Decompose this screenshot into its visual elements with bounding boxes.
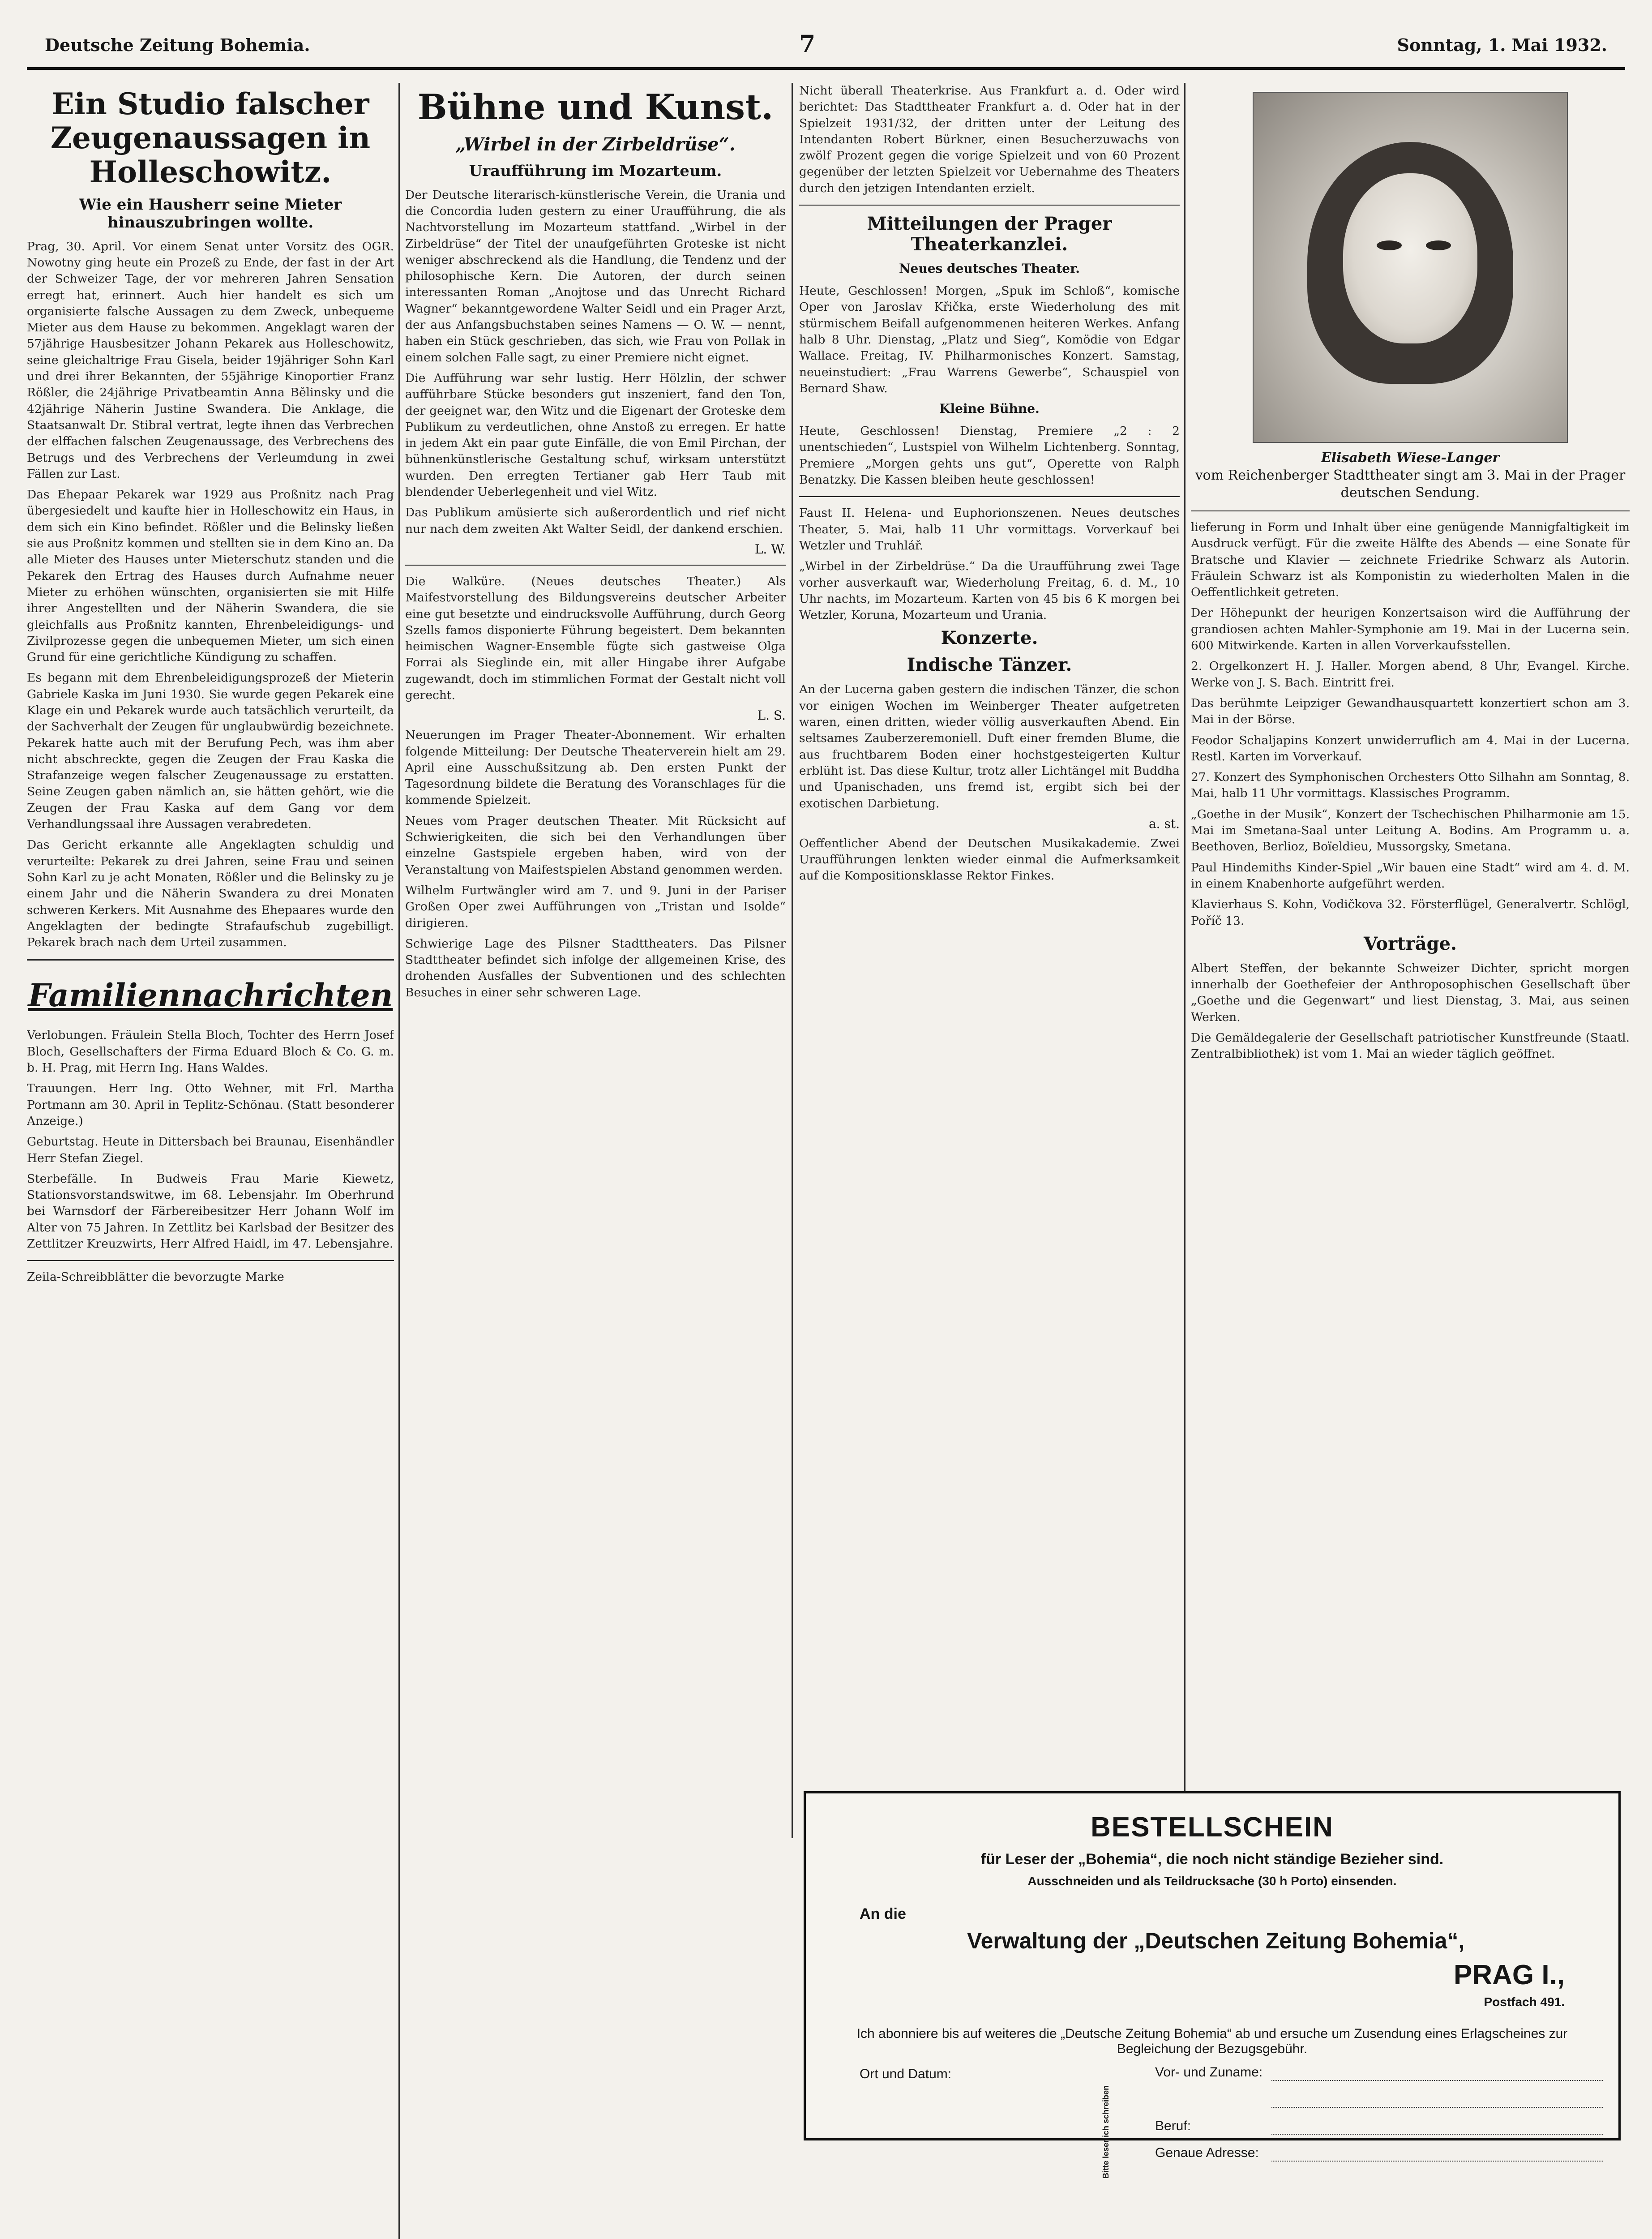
author-initials: L. W. — [754, 541, 786, 557]
article-paragraph: Das Gericht erkannte alle Angeklagten schuldig und verurteilte: Pekarek zu drei Jahren, seine Frau und seinen Sohn Karl zu je acht Monaten, Rößler und die Belinsky zu je einem Jahr und die Näherin Swandera zu drei Monaten schweren Kerkers. Mit Ausnahme des Ehepaares wurde den Angeklagten der bedingte Strafaufschub zugebilligt. Pekarek brach nach dem Urteil zusammen. — [27, 838, 394, 950]
article-paragraph: „Wirbel in der Zirbeldrüse.“ Da die Uraufführung zwei Tage vorher ausverkauft war, Wiederholung Freitag, 6. d. M., 10 Uhr nachts, im Mozarteum. Karten von 45 bis 6 K morgen bei Wetzler, Koruna, Mozarteum und Urania. — [799, 559, 1180, 622]
name-field-label: Vor- und Zuname: — [1155, 2065, 1263, 2080]
article-paragraph: lieferung in Form und Inhalt über eine genügende Mannigfaltigkeit im Ausdruck verfügt. Für die zweite Hälfte des Abends — eine Sonate für Bratsche und Klavier — zeichnete Friedrike Schwarz als Autorin. Fräulein Schwarz ist als Komponistin zu wiederholten Malen in die Oeffentlichkeit getreten. — [1191, 520, 1630, 600]
column-divider — [1184, 83, 1186, 1838]
article-paragraph: Faust II. Helena- und Euphorionszenen. Neues deutsches Theater, 5. Mai, halb 11 Uhr vormittags. Vorverkauf bei Wetzler und Truhlář. — [799, 506, 1180, 553]
article-paragraph: Oeffentlicher Abend der Deutschen Musikakademie. Zwei Uraufführungen lenkten wieder einmal die Aufmerksamkeit auf die Kompositionsklasse Rektor Finkes. — [799, 836, 1180, 883]
section-title: Konzerte. — [941, 627, 1038, 649]
section-rule — [27, 1260, 394, 1261]
article-paragraph: Schwierige Lage des Pilsner Stadttheaters. Das Pilsner Stadttheater befindet sich infolge der allgemeinen Krise, des drohenden Ausfalles der Subventionen und des schlechten Besuches in einer sehr schweren Lage. — [405, 936, 786, 999]
section-subtitle: Kleine Bühne. — [939, 401, 1040, 416]
article-paragraph: Nicht überall Theaterkrise. Aus Frankfurt a. d. Oder wird berichtet: Das Stadttheater Frankfurt a. d. Oder hat in der Spielzeit 1931/32, der dritten unter der Leitung des Intendanten Robert Bürkner, einen Besucherzuwachs von zwölf Prozent gegen die vorige Spielzeit und von 60 Prozent gegenüber der letzten Spielzeit vor Uebernahme des Theaters durch den jetzigen Intendanten erzielt. — [799, 84, 1180, 195]
order-form-subtitle: für Leser der „Bohemia“, die noch nicht ständige Bezieher sind. — [980, 1851, 1444, 1868]
header-rule — [27, 67, 1625, 70]
place-date-field[interactable]: Ort und Datum: — [860, 2067, 952, 2081]
legibility-note: Bitte leserlich schreiben — [1101, 2085, 1110, 2179]
column-4 — [1191, 83, 1630, 1838]
family-news-title: Familiennachrichten — [28, 977, 393, 1014]
article-paragraph: Das Publikum amüsierte sich außerordentlich und rief nicht nur nach dem zweiten Akt Walter Seidl, der dankend erschien. — [405, 506, 786, 536]
name-field[interactable] — [1155, 2062, 1603, 2089]
order-form-instruction: Ausschneiden und als Teildrucksache (30 h Porto) einsenden. — [1027, 1874, 1397, 1888]
article-paragraph: 2. Orgelkonzert H. J. Haller. Morgen abend, 8 Uhr, Evangel. Kirche. Werke von J. S. Bach. Eintritt frei. — [1191, 659, 1630, 690]
article-paragraph: Es begann mit dem Ehrenbeleidigungsprozeß der Mieterin Gabriele Kaska im Juni 1930. Sie wurde gegen Pekarek eine Klage ein und Pekarek wurde auch tatsächlich verurteilt, da der Sachverhalt der Zeugen für unglaubwürdig bezeichnete. Pekarek hatte auch mit der Berufung Pech, was ihm aber nicht abschreckte, gegen die Zeugen der Frau Kaska die Strafanzeige wegen falscher Zeugenaussage zu erstatten. Seine Zeugen gaben nämlich an, sie hätten gehört, wie die Zeugen der Frau Kaska auf dem Gang vor dem Verhandlungssaal ihre Aussagen verabredeten. — [27, 671, 394, 832]
article-paragraph: Die Gemäldegalerie der Gesellschaft patriotischer Kunstfreunde (Staatl. Zentralbibliothek) ist vom 1. Mai an wieder täglich geöffnet. — [1191, 1031, 1630, 1061]
article-paragraph: Das Ehepaar Pekarek war 1929 aus Proßnitz nach Prag übergesiedelt und kaufte hier in Holleschowitz ein Haus, in dem sich ein Kino befindet. Rößler und die Belinsky ließen sie aus Proßnitz kommen und stellten sie in dem Kino an. Da alle Mieter des Hauses unter Mieterschutz standen und die Pekarek den Ertrag des Hauses durch Aufnahme neuer Mieter zu erhöhen wünschten, organisierten sie mit Hilfe ihrer Angestellten und der Näherin Swandera, die sie gleichfalls aus Proßnitz kannten, Ehrenbeleidigungs- und Zivilprozesse gegen die unbequemen Mieter, um sich einen Grund für eine gerichtliche Kündigung zu schaffen. — [27, 488, 394, 665]
article-paragraph: Der Höhepunkt der heurigen Konzertsaison wird die Aufführung der grandiosen achten Mahler-Symphonie am 19. Mai in der Lucerna sein. 600 Mitwirkende. Karten in allen Vorverkaufsstellen. — [1191, 606, 1630, 653]
article-subhead: Uraufführung im Mozarteum. — [469, 162, 722, 180]
section-title: Bühne und Kunst. — [417, 87, 774, 128]
author-initials: L. S. — [757, 708, 786, 723]
section-rule — [405, 565, 786, 566]
family-notice: Geburtstag. Heute in Dittersbach bei Braunau, Eisenhändler Herr Stefan Ziegel. — [27, 1135, 394, 1165]
occupation-field-label: Beruf: — [1155, 2119, 1191, 2133]
column-divider — [398, 83, 400, 2239]
article-paragraph: Paul Hindemiths Kinder-Spiel „Wir bauen eine Stadt“ wird am 4. d. M. in einem Knabenhorte aufgeführt werden. — [1191, 860, 1630, 891]
article-headline: Ein Studio falscher Zeugenaussagen in Holleschowitz. — [50, 86, 371, 189]
order-form-title: BESTELLSCHEIN — [1091, 1812, 1334, 1843]
article-headline: Indische Tänzer. — [907, 654, 1072, 676]
section-title: Vorträge. — [1364, 933, 1457, 954]
article-paragraph: Albert Steffen, der bekannte Schweizer Dichter, spricht morgen innerhalb der Goethefeier der Anthroposophischen Gesellschaft über „Goethe und die Gegenwart“ und liest Dienstag, 3. Mai, aus seinen Werken. — [1191, 961, 1630, 1024]
article-paragraph: Prag, 30. April. Vor einem Senat unter Vorsitz des OGR. Nowotny ging heute ein Prozeß zu Ende, der fast in der Art der Schweizer Tage, der vor mehreren Jahren Sensation erregt hat, erinnert. Auch hier handelt es sich um organisierte falsche Aussagen zu dem Zweck, unbequeme Mieter aus dem Hause zu bekommen. Angeklagt waren der 57jährige Hausbesitzer Johann Pekarek aus Holleschowitz, seine gleichaltrige Frau Gisela, beider 19jähriger Sohn Karl und drei ihrer Bekannten, der 55jährige Kinoportier Franz Rößler, die 24jährige Privatbeamtin Anna Bělinsky und die 42jährige Näherin Justine Swandera. Die Anklage, die Staatsanwalt Dr. Stibral vertrat, legte ihnen das Verbrechen der elffachen falschen Zeugenaussage, des Verbrechens des Betrugs und des Verbrechens der Verleumdung in zwei Fällen zur Last. — [27, 239, 394, 481]
family-notice: Trauungen. Herr Ing. Otto Wehner, mit Frl. Martha Portmann am 30. April in Teplitz-Schönau. (Statt besonderer Anzeige.) — [27, 1081, 394, 1128]
addressee-name: Verwaltung der „Deutschen Zeitung Bohemia“, — [967, 1928, 1465, 1953]
article-paragraph: Heute, Geschlossen! Morgen, „Spuk im Schloß“, komische Oper von Jaroslav Křička, erste Wiederholung des mit stürmischem Beifall aufgenommenen heiteren Werkes. Anfang halb 8 Uhr. Dienstag, „Platz und Sieg“, Komödie von Edgar Wallace. Freitag, IV. Philharmonisches Konzert. Samstag, neueinstudiert: „Frau Warrens Gewerbe“, Schauspiel von Bernard Shaw. — [799, 284, 1180, 395]
occupation-field[interactable] — [1155, 2116, 1603, 2143]
article-paragraph: Wilhelm Furtwängler wird am 7. und 9. Juni in der Pariser Großen Oper zwei Aufführungen von „Tristan und Isolde“ dirigieren. — [405, 883, 786, 930]
section-rule — [1191, 510, 1630, 511]
article-paragraph: Heute, Geschlossen! Dienstag, Premiere „2 : 2 unentschieden“, Lustspiel von Wilhelm Lichtenberg. Sonntag, Premiere „Morgen gehts uns gut“, Operette von Ralph Benatzky. Die Kassen bleiben heute geschlossen! — [799, 424, 1180, 487]
subscription-text: Ich abonniere bis auf weiteres die „Deutsche Zeitung Bohemia“ ab und ersuche um Zusendung eines Erlagscheines zur Begleichung der Bezugsgebühr. — [856, 2026, 1568, 2056]
section-title: Mitteilungen der Prager Theaterkanzlei. — [867, 213, 1112, 255]
article-paragraph: Das berühmte Leipziger Gewandhausquartett konzertiert schon am 3. Mai in der Börse. — [1191, 696, 1630, 727]
article-paragraph: 27. Konzert des Symphonischen Orchesters Otto Silhahn am Sonntag, 8. Mai, halb 11 Uhr vormittags. Klassisches Programm. — [1191, 770, 1630, 801]
article-subhead: Wie ein Hausherr seine Mieter hinauszubringen wollte. — [79, 195, 342, 232]
article-paragraph: Klavierhaus S. Kohn, Vodičkova 32. Försterflügel, Generalvertr. Schlögl, Poříč 13. — [1191, 897, 1630, 928]
advertisement-line: Zeila-Schreibblätter die bevorzugte Marke — [27, 1270, 284, 1284]
article-paragraph: Der Deutsche literarisch-künstlerische Verein, die Urania und die Concordia luden gestern zu einer Uraufführung, die als Nachtvorstellung im Mozarteum stattfand. „Wirbel in der Zirbeldrüse“ der Titel der unaufgeführten Groteske ist nicht weniger abschreckend als die Handlung, die Tendenz und der philosophische Kern. Die Autoren, der durch seinen interessanten Roman „Anojtose und das Unrecht Richard Wagner“ bekanntgewordene Walter Seidl und ein Prager Arzt, der aus Anfangsbuchstaben seines Namens — O. W. — nennt, haben ein Stück geschrieben, das sich, wie Frau von Pollak in einem solchen Falle sagt, zu einer Premiere nicht eignet. — [405, 188, 786, 365]
article-paragraph: Neuerungen im Prager Theater-Abonnement. Wir erhalten folgende Mitteilung: Der Deutsche Theaterverein hielt am 29. April eine Ausschußsitzung ab. Den ersten Punkt der Tagesordnung bildete die Beratung des Voranschlages für die kommende Spielzeit. — [405, 728, 786, 807]
addressee-postbox: Postfach 491. — [1484, 1995, 1565, 2009]
article-paragraph: Die Aufführung war sehr lustig. Herr Hölzlin, der schwer aufführbare Stücke besonders gut inszeniert, fand den Ton, der geeignet war, den Witz und die Eigenart der Groteske dem Publikum zu verdeutlichen, ohne Anstoß zu erregen. Er hatte in jedem Akt ein paar gute Einfälle, die von Emil Pirchan, der bühnenkünstlerische Gestaltung schuf, wirksam unterstützt wurden. Den erregten Tertianer gab Herr Taub mit blendender Ueberlegenheit und viel Witz. — [405, 371, 786, 499]
address-fields — [1155, 2062, 1603, 2170]
article-paragraph: Neues vom Prager deutschen Theater. Mit Rücksicht auf Schwierigkeiten, die sich bei den Verhandlungen über einzelne Gastspiele ergeben haben, wird von der Veranstaltung von Maifestspielen Abstand genommen werden. — [405, 814, 786, 877]
caption-name: Elisabeth Wiese-Langer — [1321, 450, 1500, 466]
family-notice: Verlobungen. Fräulein Stella Bloch, Tochter des Herrn Josef Bloch, Gesellschafters der Firma Eduard Bloch & Co. G. m. b. H. Prag, mit Herrn Ing. Hans Waldes. — [27, 1028, 394, 1075]
article-paragraph: An der Lucerna gaben gestern die indischen Tänzer, die schon vor einigen Wochen im Weinberger Theater aufgetreten waren, einen dritten, wieder völlig ausverkauften Abend. Ein seltsames Zauberzeremoniell. Duft einer fremden Blume, die aus fruchtbarem Boden einer hochstgesteigerten Kultur erblüht ist. Das diese Kultur, trotz aller Lichtängel mit Buddha und Upanischaden, uns fremd ist, ergibt sich bei der exotischen Darbietung. — [799, 682, 1180, 811]
addressee-city: PRAG I., — [1453, 1960, 1565, 1990]
portrait-photo — [1253, 92, 1568, 443]
section-rule — [799, 205, 1180, 206]
column-divider — [792, 83, 793, 1838]
section-rule — [799, 496, 1180, 497]
section-subtitle: Neues deutsches Theater. — [899, 261, 1080, 276]
address-field-label: Genaue Adresse: — [1155, 2145, 1259, 2160]
article-paragraph: Feodor Schaljapins Konzert unwiderruflich am 4. Mai in der Lucerna. Restl. Karten im Vorverkauf. — [1191, 733, 1630, 763]
address-field[interactable] — [1155, 2143, 1603, 2170]
page-number: 7 — [799, 30, 816, 58]
page-header — [27, 27, 1625, 63]
column-3 — [799, 83, 1180, 1838]
section-rule — [27, 959, 394, 961]
newspaper-name: Deutsche Zeitung Bohemia. — [45, 35, 310, 55]
family-notice: Sterbefälle. In Budweis Frau Marie Kiewetz, Stationsvorstandswitwe, im 68. Lebensjahr. Im Oberhrund bei Warnsdorf der Färbereibesitzer Herr Johann Wolf im Alter von 75 Jahren. In Zettlitz bei Karlsbad der Besitzer des Zettlitzer Kreuzwirts, Herr Alfred Haidl, im 47. Lebensjahre. — [27, 1171, 394, 1251]
photo-caption — [1191, 449, 1630, 502]
column-1 — [27, 83, 394, 2239]
article-paragraph: Die Walküre. (Neues deutsches Theater.) Als Maifestvorstellung des Bildungsvereins deutscher Arbeiter eine gut besetzte und eindrucksvolle Aufführung, durch Georg Szells famos disponierte Führung begeistert. Dem bekannten heimischen Wagner-Ensemble fügte sich gastweise Olga Forrai als Sieglinde ein, mit aller Hingabe ihrer Aufgabe zugewandt, doch im stimmlichen Format der Gestalt nicht voll gerecht. — [405, 574, 786, 702]
order-form — [804, 1791, 1621, 2179]
caption-text: vom Reichenberger Stadttheater singt am 3. Mai in der Prager deutschen Sendung. — [1195, 468, 1626, 501]
column-2 — [405, 83, 786, 2239]
addressee-label: An die — [860, 1905, 906, 1922]
article-headline: „Wirbel in der Zirbeldrüse“. — [455, 133, 736, 155]
issue-date: Sonntag, 1. Mai 1932. — [1397, 35, 1607, 55]
author-initials: a. st. — [1148, 816, 1180, 831]
article-paragraph: „Goethe in der Musik“, Konzert der Tschechischen Philharmonie am 15. Mai im Smetana-Saal unter Leitung A. Bodins. Am Programm u. a. Beethoven, Berlioz, Boïeldieu, Mussorgsky, Smetana. — [1191, 807, 1630, 854]
